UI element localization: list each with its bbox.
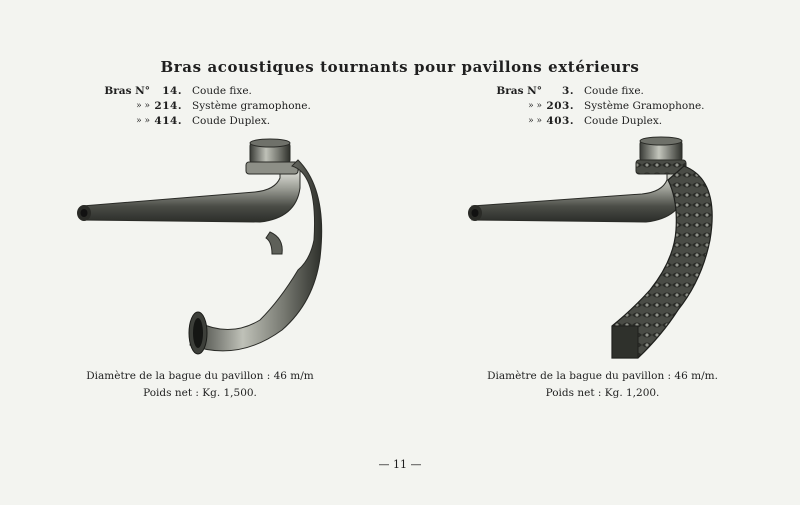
- spec-number: 14.: [162, 85, 182, 97]
- spec-label: » »: [528, 116, 542, 126]
- page-title: Bras acoustiques tournants pour pavillons extérieurs: [160, 58, 640, 76]
- right-spec-list: [484, 84, 705, 129]
- spec-number: 403.: [546, 115, 574, 127]
- spec-number: 3.: [562, 85, 574, 97]
- caption-weight: Poids net : Kg. 1,500.: [143, 387, 257, 399]
- spec-description: Coude fixe.: [192, 85, 252, 97]
- spec-row: [92, 114, 311, 129]
- page-number: — 11 —: [378, 458, 422, 471]
- spec-description: Système gramophone.: [192, 100, 311, 112]
- spec-row: [484, 114, 705, 129]
- spec-label: » »: [136, 116, 150, 126]
- spec-number: 203.: [546, 100, 574, 112]
- spec-label: » »: [528, 101, 542, 111]
- spec-label: » »: [136, 101, 150, 111]
- spec-row: [484, 99, 705, 114]
- spec-description: Coude Duplex.: [192, 115, 271, 127]
- spec-row: [92, 84, 311, 99]
- caption-diameter: Diamètre de la bague du pavillon : 46 m/m.: [487, 370, 718, 382]
- spec-description: Coude Duplex.: [584, 115, 663, 127]
- tone-arm-illustration-left: [70, 130, 330, 365]
- caption-left: [60, 368, 340, 402]
- caption-diameter: Diamètre de la bague du pavillon : 46 m/m: [86, 370, 314, 382]
- spec-description: Coude fixe.: [584, 85, 644, 97]
- caption-weight: Poids net : Kg. 1,200.: [545, 387, 660, 399]
- spec-label: Bras N°: [104, 85, 150, 97]
- left-spec-list: [92, 84, 311, 129]
- spec-row: [92, 99, 311, 114]
- spec-description: Système Gramophone.: [584, 100, 705, 112]
- spec-row: [484, 84, 705, 99]
- caption-right: [460, 368, 745, 402]
- tone-arm-illustration-right: [462, 130, 722, 365]
- spec-number: 414.: [154, 115, 182, 127]
- spec-label: Bras N°: [496, 85, 542, 97]
- spec-number: 214.: [154, 100, 182, 112]
